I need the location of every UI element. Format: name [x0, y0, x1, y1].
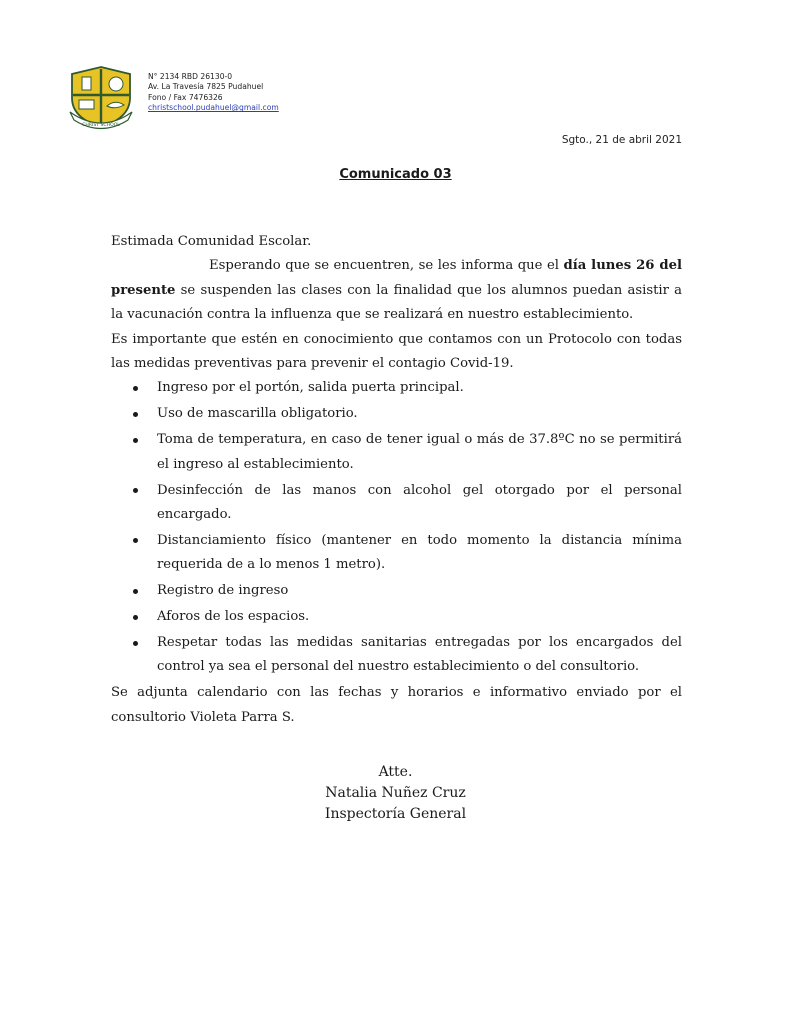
- letter-date: Sgto., 21 de abril 2021: [561, 134, 682, 146]
- list-item: Uso de mascarilla obligatorio.: [111, 402, 682, 426]
- school-address: Av. La Travesía 7825 Pudahuel: [148, 82, 264, 92]
- svg-text:CHRIST SCHOOL: CHRIST SCHOOL: [82, 123, 120, 128]
- protocol-list: [111, 376, 682, 679]
- paragraph-announcement: Esperando que se encuentren, se les informa que el día lunes 26 del presente se suspenden las clases con la finalidad que los alumnos puedan asistir a la vacunación contra la influenza que se realizará en nuestro establecimiento.: [111, 258, 682, 323]
- school-crest-icon: [68, 64, 134, 130]
- school-email-link[interactable]: christschool.pudahuel@gmail.com: [148, 103, 279, 113]
- school-phone: Fono / Fax 7476326: [148, 92, 223, 102]
- list-item: Aforos de los espacios.: [111, 605, 682, 629]
- paragraph-protocol: Es importante que estén en conocimiento que contamos con un Protocolo con todas las medidas preventivas para prevenir el contagio Covid-19.: [111, 331, 682, 372]
- highlighted-date: día lunes 26 del presente: [111, 258, 682, 298]
- list-item: Toma de temperatura, en caso de tener igual o más de 37.8ºC no se permitirá el ingreso al establecimiento.: [111, 428, 682, 477]
- signature-role: Inspectoría General: [324, 806, 467, 822]
- bullet-icon: [133, 641, 138, 646]
- signature-salutation: Atte.: [378, 764, 413, 780]
- signature-block: [0, 762, 791, 825]
- paragraph-closing: Se adjunta calendario con las fechas y horarios e informativo enviado por el consultorio Violeta Parra S.: [111, 685, 682, 725]
- list-item: Respetar todas las medidas sanitarias entregadas por los encargados del control ya sea el personal del nuestro establecimiento o del consultorio.: [111, 631, 682, 680]
- bullet-icon: [133, 589, 138, 594]
- list-item: Registro de ingreso: [111, 579, 682, 603]
- bullet-icon: [133, 538, 138, 543]
- list-item: Desinfección de las manos con alcohol gel otorgado por el personal encargado.: [111, 479, 682, 528]
- school-info: [148, 72, 279, 114]
- bullet-icon: [133, 412, 138, 417]
- school-rbd: N° 2134 RBD 26130-0: [148, 72, 233, 81]
- bullet-icon: [133, 615, 138, 620]
- list-item: Distanciamiento físico (mantener en todo momento la distancia mínima requerida de a lo menos 1 metro).: [111, 529, 682, 578]
- greeting: Estimada Comunidad Escolar.: [111, 234, 312, 249]
- signature-name: Natalia Nuñez Cruz: [325, 785, 466, 801]
- document-title: Comunicado 03: [339, 167, 452, 182]
- letter-body: [111, 230, 682, 730]
- bullet-icon: [133, 438, 138, 443]
- bullet-icon: [133, 488, 138, 493]
- list-item: Ingreso por el portón, salida puerta principal.: [111, 376, 682, 400]
- bullet-icon: [133, 386, 138, 391]
